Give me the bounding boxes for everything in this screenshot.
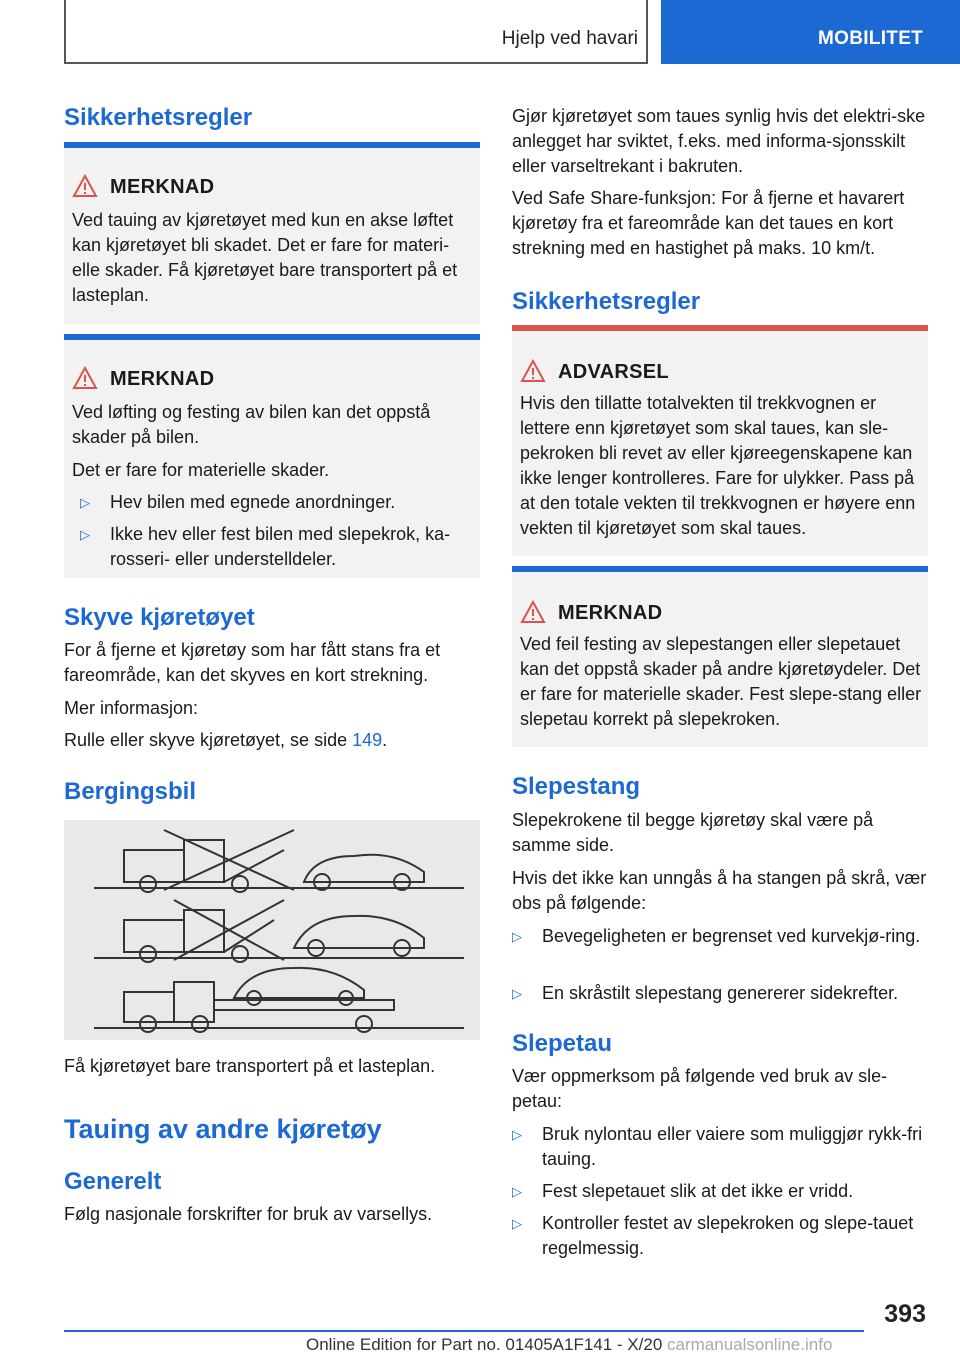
bullet-triangle-icon: ▷: [512, 1216, 522, 1231]
push-more-info: Mer informasjon:: [64, 698, 199, 718]
bullet-triangle-icon: ▷: [80, 495, 90, 510]
note-label: MERKNAD: [110, 368, 215, 390]
tow-truck-illustration: [64, 820, 480, 1040]
note-text: Ved tauing av kjøretøyet med kun en akse løftet kan kjøretøyet bli skadet. Det er fare for materi-elle skader. Få kjøretøyet bare transportert på et lasteplan.: [72, 210, 458, 305]
note-label: MERKNAD: [110, 176, 215, 198]
footer-watermark: carmanualsonline.info: [667, 1335, 833, 1354]
push-reference: Rulle eller skyve kjøretøyet, se side 149.: [64, 730, 388, 750]
warning-triangle-icon: [520, 359, 546, 383]
bullet-triangle-icon: ▷: [80, 527, 90, 542]
page-number: 393: [884, 1300, 926, 1328]
note-text: Ved feil festing av slepestangen eller slepetauet kan det oppstå skader på andre kjøretøydeler. Det er fare for materielle skader. Fest slepe-stang eller slepetau korrekt på slepekroken.: [520, 634, 922, 729]
tow-rope-title: Slepetau: [512, 1030, 613, 1057]
intro-text-1: Gjør kjøretøyet som taues synlig hvis det elektri-ske anlegget har sviktet, f.eks. med informa-sjonsskilt eller varseltrekant i bakruten.: [512, 106, 926, 176]
warning-box: [512, 325, 928, 556]
push-text: For å fjerne et kjøretøy som har fått stans fra et fareområde, kan det skyves en kort strekning.: [64, 640, 441, 685]
tow-bar-text-1: Slepekrokene til begge kjøretøy skal være på samme side.: [512, 810, 874, 855]
note-box-1: [64, 142, 480, 324]
towing-others-title: Tauing av andre kjøretøy: [64, 1114, 382, 1144]
warning-triangle-icon: [72, 366, 98, 390]
tow-bar-text-2: Hvis det ikke kan unngås å ha stangen på skrå, vær obs på følgende:: [512, 868, 927, 913]
bullet-triangle-icon: ▷: [512, 1184, 522, 1199]
tow-truck-title: Bergingsbil: [64, 778, 197, 805]
tow-rope-text: Vær oppmerksom på følgende ved bruk av sle-petau:: [512, 1066, 888, 1111]
header-section-title: Hjelp ved havari: [501, 28, 638, 49]
bullet-triangle-icon: ▷: [512, 929, 522, 944]
warning-triangle-icon: [520, 600, 546, 624]
bullet-triangle-icon: ▷: [512, 1127, 522, 1142]
note-text: Ved løfting og festing av bilen kan det oppstå skader på bilen.: [72, 402, 431, 447]
right-safety-title: Sikkerhetsregler: [512, 288, 701, 315]
note-box-2: MERKNAD Ved løfting og festing av bilen kan det oppstå skader på bilen. Det er fare for materielle skader. ▷ Hev bilen med egnede anordninger. ▷ Ikke hev eller fest bilen med slepekrok, ka-rosseri- eller understelldeler.: [64, 334, 480, 578]
tow-truck-figure: [64, 820, 480, 1040]
general-text: Følg nasjonale forskrifter for bruk av varsellys.: [64, 1204, 433, 1224]
warning-triangle-icon: [72, 174, 98, 198]
push-title: Skyve kjøretøyet: [64, 604, 255, 631]
bullet-triangle-icon: ▷: [512, 986, 522, 1001]
page-link[interactable]: 149: [352, 730, 383, 750]
footer-divider: [64, 1330, 864, 1332]
tow-truck-caption: Få kjøretøyet bare transportert på et lasteplan.: [64, 1056, 436, 1076]
left-safety-title: Sikkerhetsregler: [64, 104, 253, 131]
note-label: MERKNAD: [558, 602, 663, 624]
note-text: Det er fare for materielle skader.: [72, 460, 330, 480]
intro-text-2: Ved Safe Share-funksjon: For å fjerne et havarert kjøretøy fra et fareområde kan det taues en kort strekning med en hastighet på maks. 10 km/t.: [512, 188, 905, 258]
footer-edition: Online Edition for Part no. 01405A1F141 - X/20 carmanualsonline.info: [306, 1335, 833, 1354]
warning-text: Hvis den tillatte totalvekten til trekkvognen er lettere enn kjøretøyet som skal taues, kan sle-pekroken bli revet av eller kjøreegenskapene kan ikke lenger kontrolleres. Fare for ulykker. Pass på at den totale vekten til trekkvognen er høyere enn vekten til kjøretøyet som skal taues.: [520, 393, 916, 538]
warning-label: ADVARSEL: [558, 361, 669, 383]
general-title: Generelt: [64, 1168, 162, 1195]
header-tab-label: MOBILITET: [818, 28, 924, 49]
header-tab: [661, 0, 960, 64]
note-box-3: [512, 566, 928, 747]
tow-bar-title: Slepestang: [512, 773, 641, 800]
